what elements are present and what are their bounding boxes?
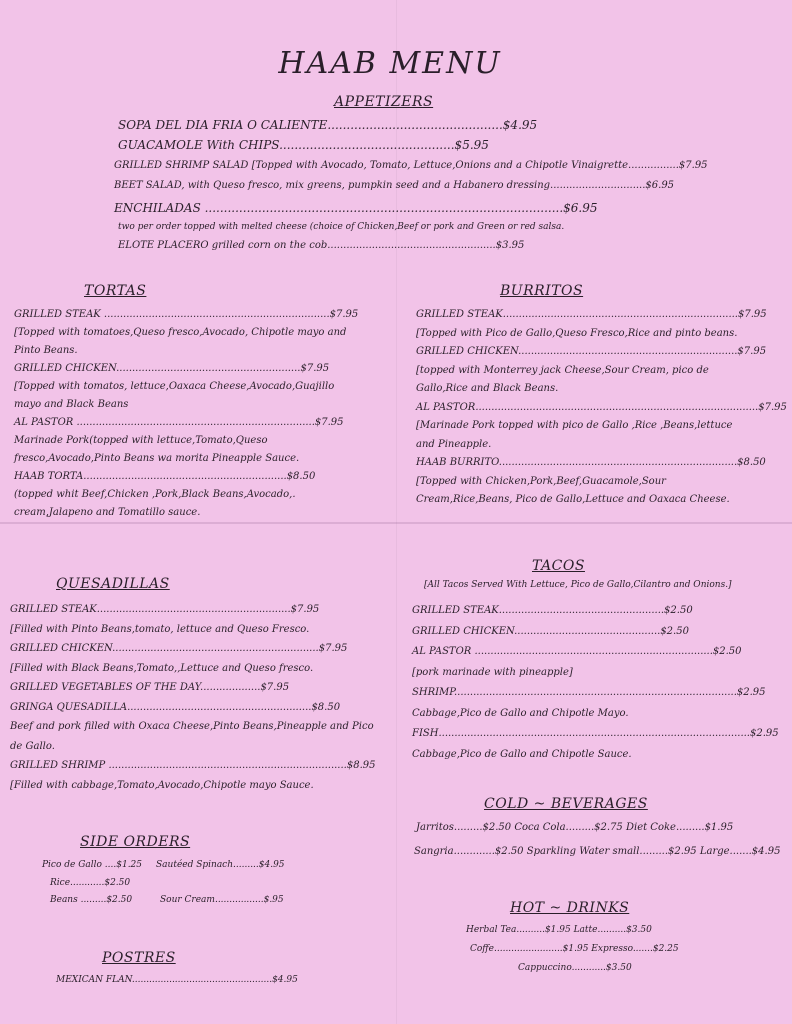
hot-drink-line: Cappuccino............$3.50 xyxy=(518,963,632,973)
torta-line: (topped whit Beef,Chicken ,Pork,Black Beans,Avocado,. xyxy=(14,489,296,500)
torta-line: mayo and Black Beans xyxy=(14,399,129,410)
torta-line: fresco,Avocado,Pinto Beans wa morita Pineapple Sauce. xyxy=(14,453,300,464)
quesadilla-line: GRILLED SHRIMP ...........................................................................$8.95 xyxy=(10,760,376,771)
postres-heading: POSTRES xyxy=(102,950,176,966)
taco-line: GRILLED CHICKEN..............................................$2.50 xyxy=(412,625,689,637)
cold-beverages-heading: COLD ~ BEVERAGES xyxy=(484,796,648,812)
burrito-line: GRILLED CHICKEN.....................................................................$7.95 xyxy=(416,346,767,357)
taco-line: [pork marinade with pineapple] xyxy=(412,666,573,678)
quesadilla-line: [Filled with Pinto Beans,tomato, lettuce and Queso Fresco. xyxy=(10,623,310,635)
taco-line: SHRIMP.........................................................................................$2.95 xyxy=(412,687,766,698)
tortas-heading: TORTAS xyxy=(84,283,147,299)
burrito-line: [Topped with Pico de Gallo,Queso Fresco,Rice and pinto beans. xyxy=(416,327,738,339)
appetizer-item: ENCHILADAS ..............................................................................................$6.95 xyxy=(114,201,598,215)
torta-line: [Topped with tomatoes,Queso fresco,Avocado, Chipotle mayo and xyxy=(14,327,347,338)
torta-line: cream,Jalapeno and Tomatillo sauce. xyxy=(14,507,201,518)
quesadilla-line: GRILLED CHICKEN.................................................................$7.95 xyxy=(10,643,348,654)
taco-line: Cabbage,Pico de Gallo and Chipotle Mayo. xyxy=(412,707,629,719)
appetizer-description: two per order topped with melted cheese (choice of Chicken,Beef or pork and Green or red salsa. xyxy=(118,222,565,232)
quesadilla-line: GRILLED VEGETABLES OF THE DAY...................$7.95 xyxy=(10,682,290,693)
side-orders-heading: SIDE ORDERS xyxy=(80,834,191,850)
appetizer-item: GUACAMOLE With CHIPS..............................................$5.95 xyxy=(118,138,489,152)
burritos-list xyxy=(416,306,787,510)
postre-item: MEXICAN FLAN.................................................$4.95 xyxy=(56,975,298,985)
cold-beverage-line: Sangria.............$2.50 Sparkling Water small.........$2.95 Large.......$4.95 xyxy=(414,846,781,857)
burrito-line: Cream,Rice,Beans, Pico de Gallo,Lettuce and Oaxaca Cheese. xyxy=(416,494,730,505)
tortas-list xyxy=(14,306,358,522)
burrito-line: HAAB BURRITO...........................................................................$8.50 xyxy=(416,457,766,468)
taco-line: FISH..................................................................................................$2.95 xyxy=(412,728,779,739)
quesadilla-line: GRINGA QUESADILLA..........................................................$8.50 xyxy=(10,701,341,713)
tacos-list xyxy=(412,601,779,765)
quesadillas-list xyxy=(10,600,375,795)
burritos-heading: BURRITOS xyxy=(500,283,584,299)
torta-line: Marinade Pork(topped with lettuce,Tomato,Queso xyxy=(14,435,268,446)
side-order-item: Rice............$2.50 xyxy=(50,878,131,888)
tacos-note: [All Tacos Served With Lettuce, Pico de Gallo,Cilantro and Onions.] xyxy=(424,580,732,590)
hot-drink-line: Coffe........................$1.95 Expresso.......$2.25 xyxy=(470,944,679,954)
paper-crease xyxy=(396,0,397,1024)
appetizers-heading: APPETIZERS xyxy=(334,94,434,110)
appetizer-item: ELOTE PLACERO grilled corn on the cob.....................................................$3.95 xyxy=(118,240,525,251)
torta-line: HAAB TORTA................................................................$8.50 xyxy=(14,471,316,482)
menu-title: HAAB MENU xyxy=(278,46,502,81)
quesadilla-line: GRILLED STEAK.............................................................$7.95 xyxy=(10,604,320,615)
burrito-line: Gallo,Rice and Black Beans. xyxy=(416,383,559,394)
side-order-item: Sour Cream.................$.95 xyxy=(160,895,284,905)
torta-line: GRILLED STEAK .......................................................................$7.95 xyxy=(14,309,359,320)
side-order-item: Sautéed Spinach.........$4.95 xyxy=(156,860,285,870)
side-order-item: Pico de Gallo ....$1.25 xyxy=(42,860,143,870)
side-order-item: Beans .........$2.50 xyxy=(50,895,133,905)
taco-line: AL PASTOR ...........................................................................$2.50 xyxy=(412,646,742,657)
torta-line: Pinto Beans. xyxy=(14,345,78,356)
tacos-heading: TACOS xyxy=(532,558,585,574)
quesadilla-line: [Filled with Black Beans,Tomato,,Lettuce and Queso fresco. xyxy=(10,662,314,674)
torta-line: GRILLED CHICKEN..........................................................$7.95 xyxy=(14,363,330,374)
torta-line: AL PASTOR ...........................................................................$7.95 xyxy=(14,417,344,428)
appetizer-item: GRILLED SHRIMP SALAD [Topped with Avocado, Tomato, Lettuce,Onions and a Chipotle Vinaigrette................$7.95 xyxy=(114,160,708,171)
burrito-line: [topped with Monterrey jack Cheese,Sour Cream, pico de xyxy=(416,364,709,376)
cold-beverage-line: Jarritos.........$2.50 Coca Cola.........$2.75 Diet Coke.........$1.95 xyxy=(416,822,734,833)
burrito-line: GRILLED STEAK..........................................................................$7.95 xyxy=(416,309,767,320)
burrito-line: [Topped with Chicken,Pork,Beef,Guacamole,Sour xyxy=(416,475,666,487)
taco-line: GRILLED STEAK....................................................$2.50 xyxy=(412,605,693,616)
quesadilla-line: de Gallo. xyxy=(10,740,55,752)
hot-drinks-heading: HOT ~ DRINKS xyxy=(510,900,630,916)
quesadilla-line: Beef and pork filled with Oxaca Cheese,Pinto Beans,Pineapple and Pico xyxy=(10,721,374,732)
appetizer-item: SOPA DEL DIA FRIA O CALIENTE..............................................$4.95 xyxy=(118,118,538,132)
torta-line: [Topped with tomatos, lettuce,Oaxaca Cheese,Avocado,Guajillo xyxy=(14,381,335,392)
taco-line: Cabbage,Pico de Gallo and Chipotle Sauce. xyxy=(412,748,632,760)
quesadillas-heading: QUESADILLAS xyxy=(56,576,170,592)
burrito-line: AL PASTOR.........................................................................................$7.95 xyxy=(416,401,787,413)
appetizer-item: BEET SALAD, with Queso fresco, mix greens, pumpkin seed and a Habanero dressing..............................$6.95 xyxy=(114,180,675,191)
quesadilla-line: [Filled with cabbage,Tomato,Avocado,Chipotle mayo Sauce. xyxy=(10,779,314,791)
burrito-line: [Marinade Pork topped with pico de Gallo ,Rice ,Beans,lettuce xyxy=(416,420,733,431)
hot-drink-line: Herbal Tea..........$1.95 Latte..........$3.50 xyxy=(466,925,652,935)
burrito-line: and Pineapple. xyxy=(416,438,492,450)
